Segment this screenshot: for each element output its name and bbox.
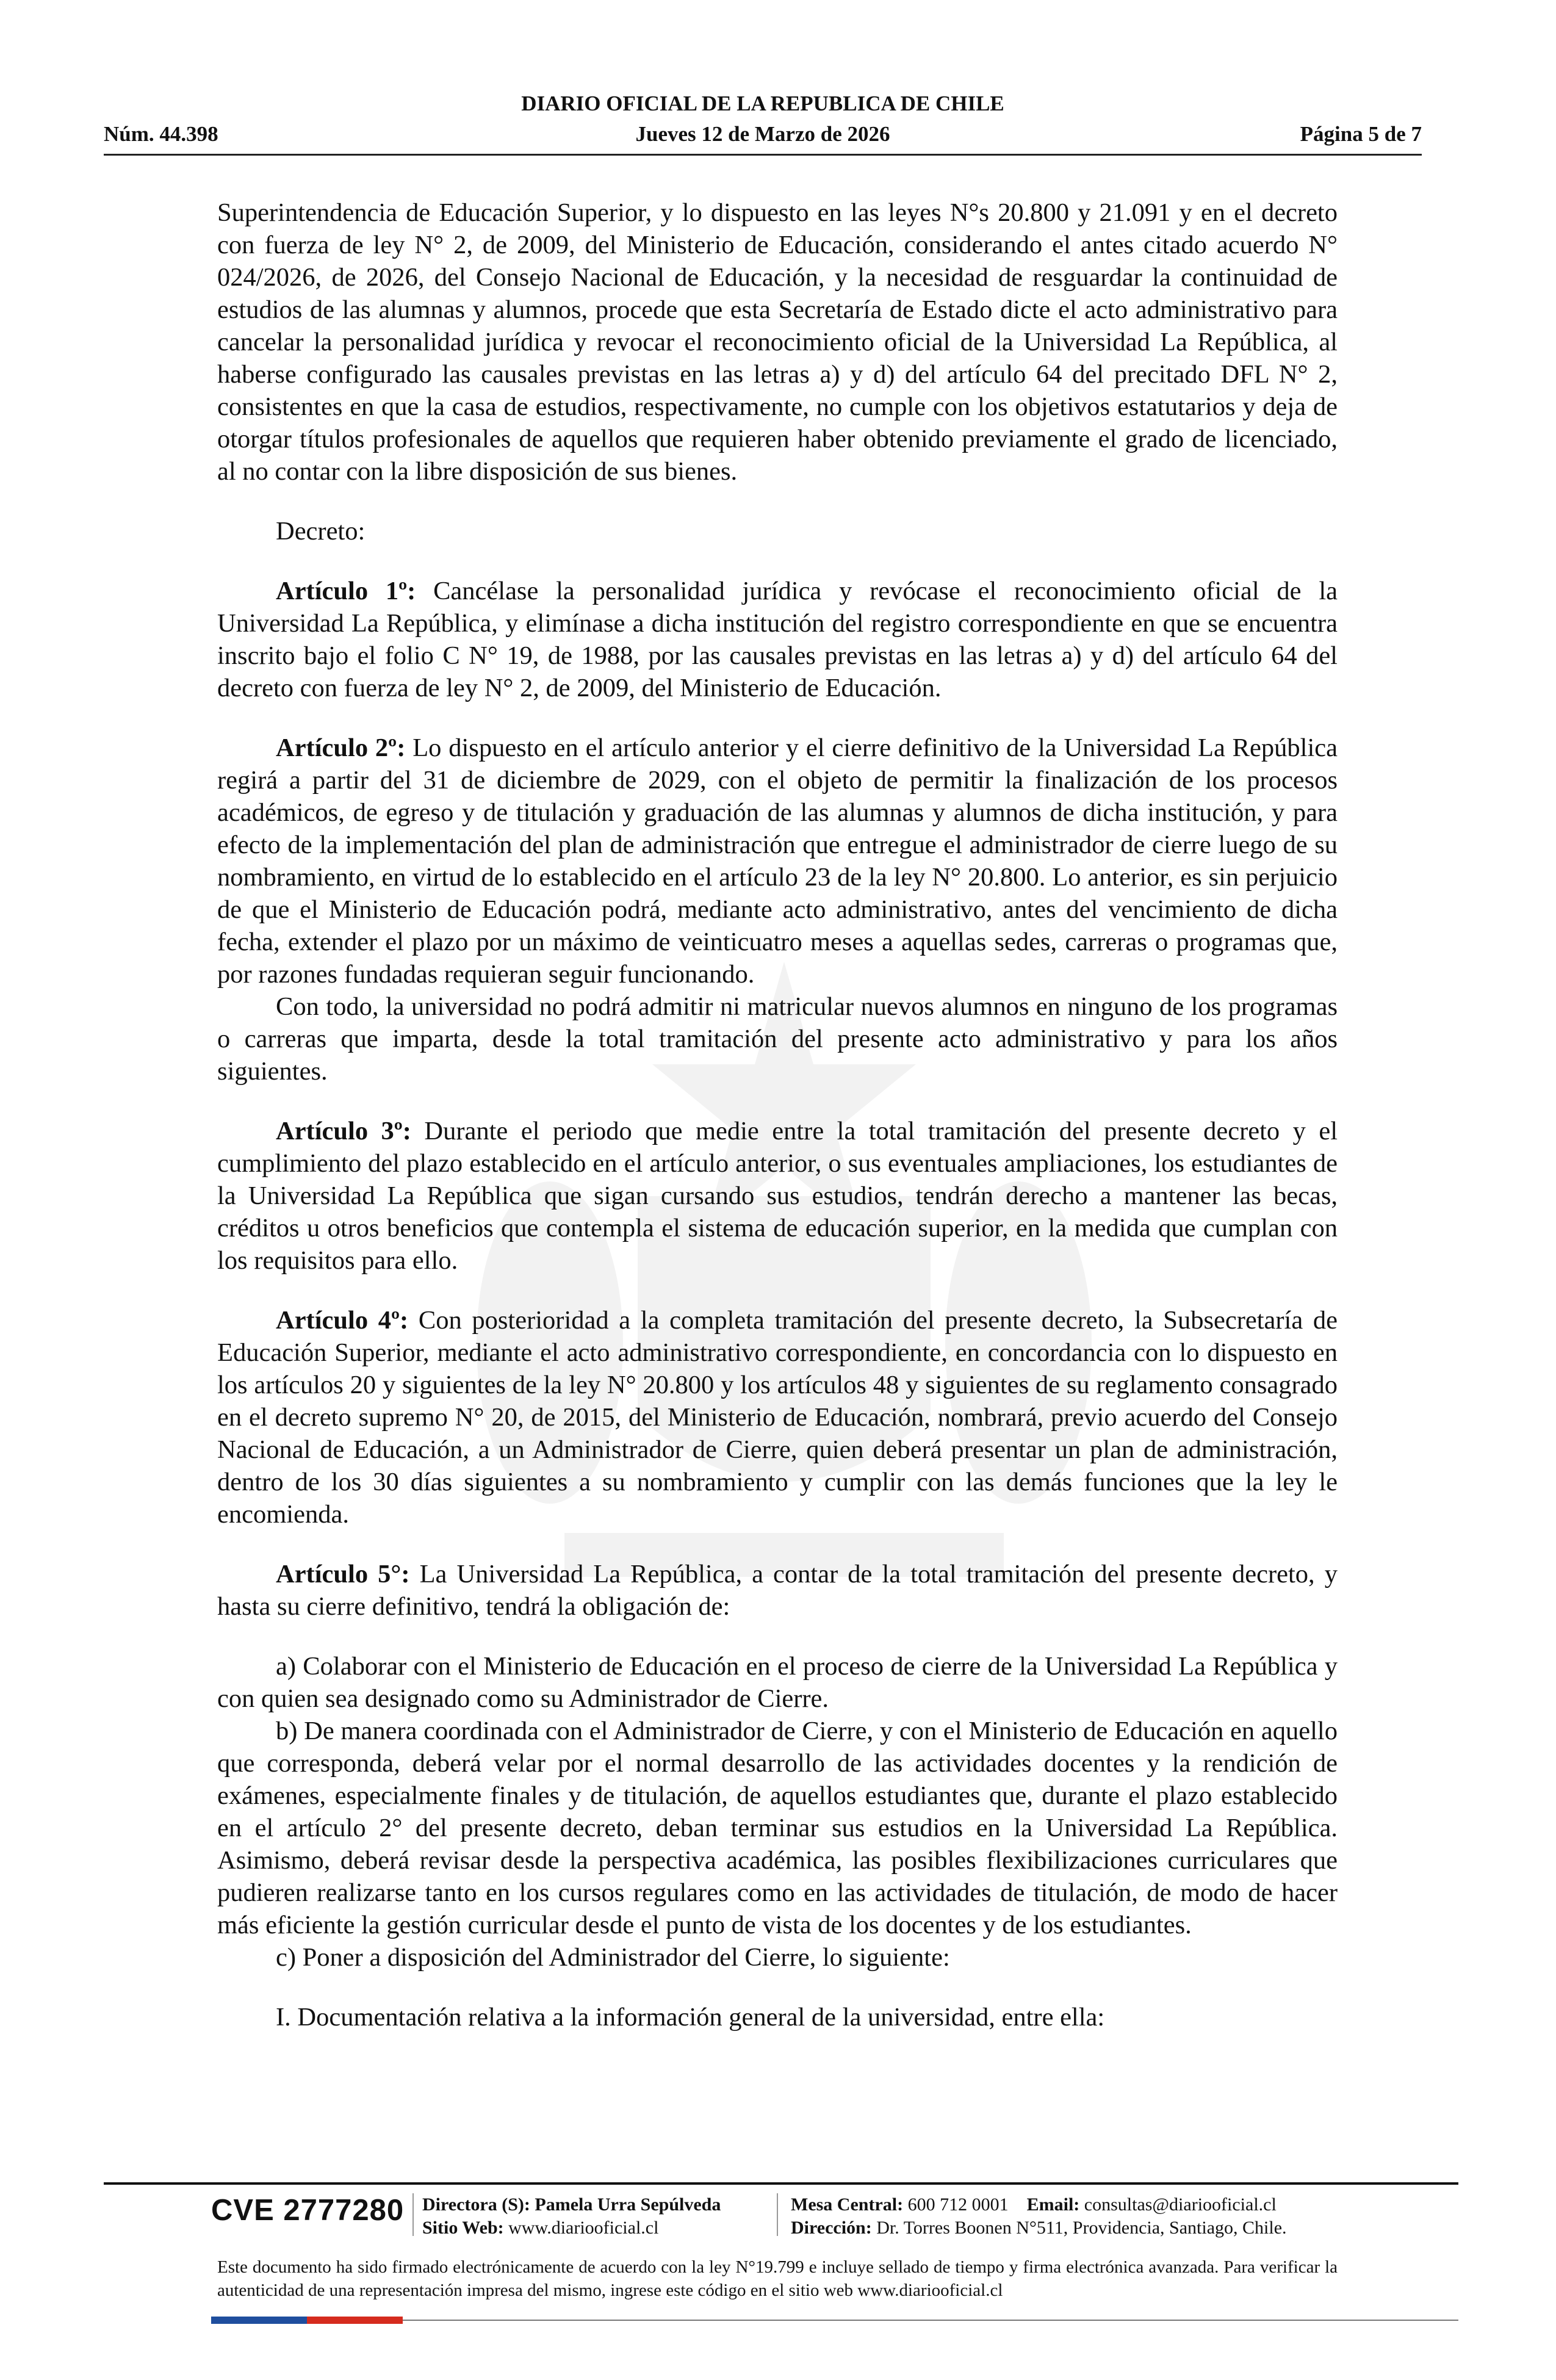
article-3-text: Durante el periodo que medie entre la total tramitación del presente decreto y el cumplimiento del plazo establecido en el artículo anterior, o sus eventuales ampliaciones, los estudiantes de la Universidad La República que sigan cursando sus estudios, tendrán derecho a mantener las becas, créditos u otros beneficios que contempla el sistema de educación superior, en la medida que cumplan con los requisitos para ello. <box>217 1117 1338 1275</box>
article-5-label: Artículo 5°: <box>276 1560 410 1588</box>
decree-body <box>217 197 1338 2033</box>
footer-separator <box>777 2193 778 2236</box>
page-header <box>104 92 1422 153</box>
article-2-text: Lo dispuesto en el artículo anterior y el cierre definitivo de la Universidad La República regirá a partir del 31 de diciembre de 2029, con el objeto de permitir la finalización de los procesos académicos, de egreso y de titulación y graduación de las alumnas y alumnos de dicha institución, y para efecto de la implementación del plan de administración que entregue el administrador de cierre luego de su nombramiento, en virtud de lo establecido en el artículo 23 de la ley N° 20.800. Lo anterior, es sin perjuicio de que el Ministerio de Educación podrá, mediante acto administrativo, antes del vencimiento de dicha fecha, extender el plazo por un máximo de veinticuatro meses a aquellas sedes, carreras o programas que, por razones fundadas requieran seguir funcionando. <box>217 734 1338 989</box>
article-3 <box>217 1115 1338 1277</box>
email-label: Email: <box>1026 2194 1080 2215</box>
article-3-label: Artículo 3º: <box>276 1117 411 1145</box>
footer-contact-right <box>791 2193 1287 2240</box>
bottom-divider <box>403 2320 1458 2321</box>
article-4-text: Con posterioridad a la completa tramitación del presente decreto, la Subsecretaría de Educación Superior, mediante el acto administrativo correspondiente, en concordancia con lo dispuesto en los artículos 20 y siguientes de la ley N° 20.800 y los artículos 48 y siguientes de su reglamento consagrado en el decreto supremo N° 20, de 2015, del Ministerio de Educación, nombrará, previo acuerdo del Consejo Nacional de Educación, a un Administrador de Cierre, quien deberá presentar un plan de administración, dentro de los 30 días siguientes a su nombramiento y cumplir con las demás funciones que la ley le encomienda. <box>217 1306 1338 1529</box>
article-4-label: Artículo 4º: <box>276 1306 409 1335</box>
header-divider <box>104 154 1422 156</box>
list-item-a: a) Colaborar con el Ministerio de Educación en el proceso de cierre de la Universidad La República y con quien sea designado como su Administrador de Cierre. <box>217 1652 1338 1713</box>
flag-stripe <box>211 2317 403 2324</box>
intro-paragraph: Superintendencia de Educación Superior, y lo dispuesto en las leyes N°s 20.800 y 21.091 y en el decreto con fuerza de ley N° 2, de 2009, del Ministerio de Educación, considerando el antes citado acuerdo N° 024/2026, de 2026, del Consejo Nacional de Educación, y la necesidad de resguardar la continuidad de estudios de las alumnas y alumnos, procede que esta Secretaría de Estado dicte el acto administrativo para cancelar la personalidad jurídica y revocar el reconocimiento oficial de la Universidad La República, al haberse configurado las causales previstas en las letras a) y d) del artículo 64 del precitado DFL N° 2, consistentes en que la casa de estudios, respectivamente, no cumple con los objetivos estatutarios y deja de otorgar títulos profesionales de aquellos que requieren haber obtenido previamente el grado de licenciado, al no contar con la libre disposición de sus bienes. <box>217 198 1338 486</box>
issue-number: Núm. 44.398 <box>104 122 218 146</box>
article-2 <box>217 732 1338 990</box>
flag-red-segment <box>307 2317 403 2324</box>
footer-divider <box>104 2182 1458 2185</box>
director-label: Directora (S): <box>422 2194 530 2215</box>
cve-code: CVE 2777280 <box>211 2194 405 2227</box>
article-4 <box>217 1304 1338 1531</box>
article-1-text: Cancélase la personalidad jurídica y revócase el reconocimiento oficial de la Universidad La República, y elimínase a dicha institución del registro correspondiente en que se encuentra inscrito bajo el folio C N° 19, de 1988, por las causales previstas en las letras a) y d) del artículo 64 del decreto con fuerza de ley N° 2, de 2009, del Ministerio de Educación. <box>217 577 1338 702</box>
article-1-label: Artículo 1º: <box>276 577 416 605</box>
list-item-c: c) Poner a disposición del Administrador del Cierre, lo siguiente: <box>276 1943 950 1972</box>
article-2-label: Artículo 2º: <box>276 734 406 762</box>
list-item-I: I. Documentación relativa a la información general de la universidad, entre ella: <box>276 2003 1105 2032</box>
page-number: Página 5 de 7 <box>1300 122 1422 146</box>
signature-disclaimer: Este documento ha sido firmado electrónicamente de acuerdo con la ley N°19.799 e incluye sellado de tiempo y firma electrónica avanzada. Para verificar la autenticidad de una representación impresa del mismo, ingrese este código en el sitio web www.diariooficial.cl <box>217 2257 1338 2300</box>
article-5-text: La Universidad La República, a contar de la total tramitación del presente decreto, y hasta su cierre definitivo, tendrá la obligación de: <box>217 1560 1338 1621</box>
address-value: Dr. Torres Boonen N°511, Providencia, Santiago, Chile. <box>876 2218 1287 2238</box>
address-label: Dirección: <box>791 2218 872 2238</box>
phone-label: Mesa Central: <box>791 2194 904 2215</box>
article-5 <box>217 1558 1338 1623</box>
phone-value: 600 712 0001 <box>907 2194 1009 2215</box>
flag-blue-segment <box>211 2317 307 2324</box>
footer-contact-left <box>422 2193 721 2240</box>
site-link[interactable]: www.diariooficial.cl <box>508 2218 659 2238</box>
article-1 <box>217 575 1338 704</box>
publication-title: DIARIO OFICIAL DE LA REPUBLICA DE CHILE <box>521 92 1004 115</box>
issue-date: Jueves 12 de Marzo de 2026 <box>635 122 890 146</box>
article-2-paragraph-2: Con todo, la universidad no podrá admitir ni matricular nuevos alumnos en ninguno de los programas o carreras que imparta, desde la total tramitación del presente acto administrativo y para los años siguientes. <box>217 992 1338 1086</box>
director-name: Pamela Urra Sepúlveda <box>535 2194 721 2215</box>
site-label: Sitio Web: <box>422 2218 504 2238</box>
list-item-b: b) De manera coordinada con el Administrador de Cierre, y con el Ministerio de Educación en aquello que corresponda, deberá velar por el normal desarrollo de las actividades docentes y la rendición de exámenes, especialmente finales y de titulación, de aquellos estudiantes que, durante el plazo establecido en el artículo 2° del presente decreto, deban terminar sus estudios en la Universidad La República. Asimismo, deberá revisar desde la perspectiva académica, las posibles flexibilizaciones curriculares que pudieren realizarse tanto en los cursos regulares como en las actividades de titulación, de modo de hacer más eficiente la gestión curricular desde el punto de vista de los docentes y de los estudiantes. <box>217 1717 1338 1939</box>
email-link[interactable]: consultas@diariooficial.cl <box>1084 2194 1277 2215</box>
footer-separator <box>412 2193 414 2236</box>
decreto-label: Decreto: <box>276 517 366 546</box>
